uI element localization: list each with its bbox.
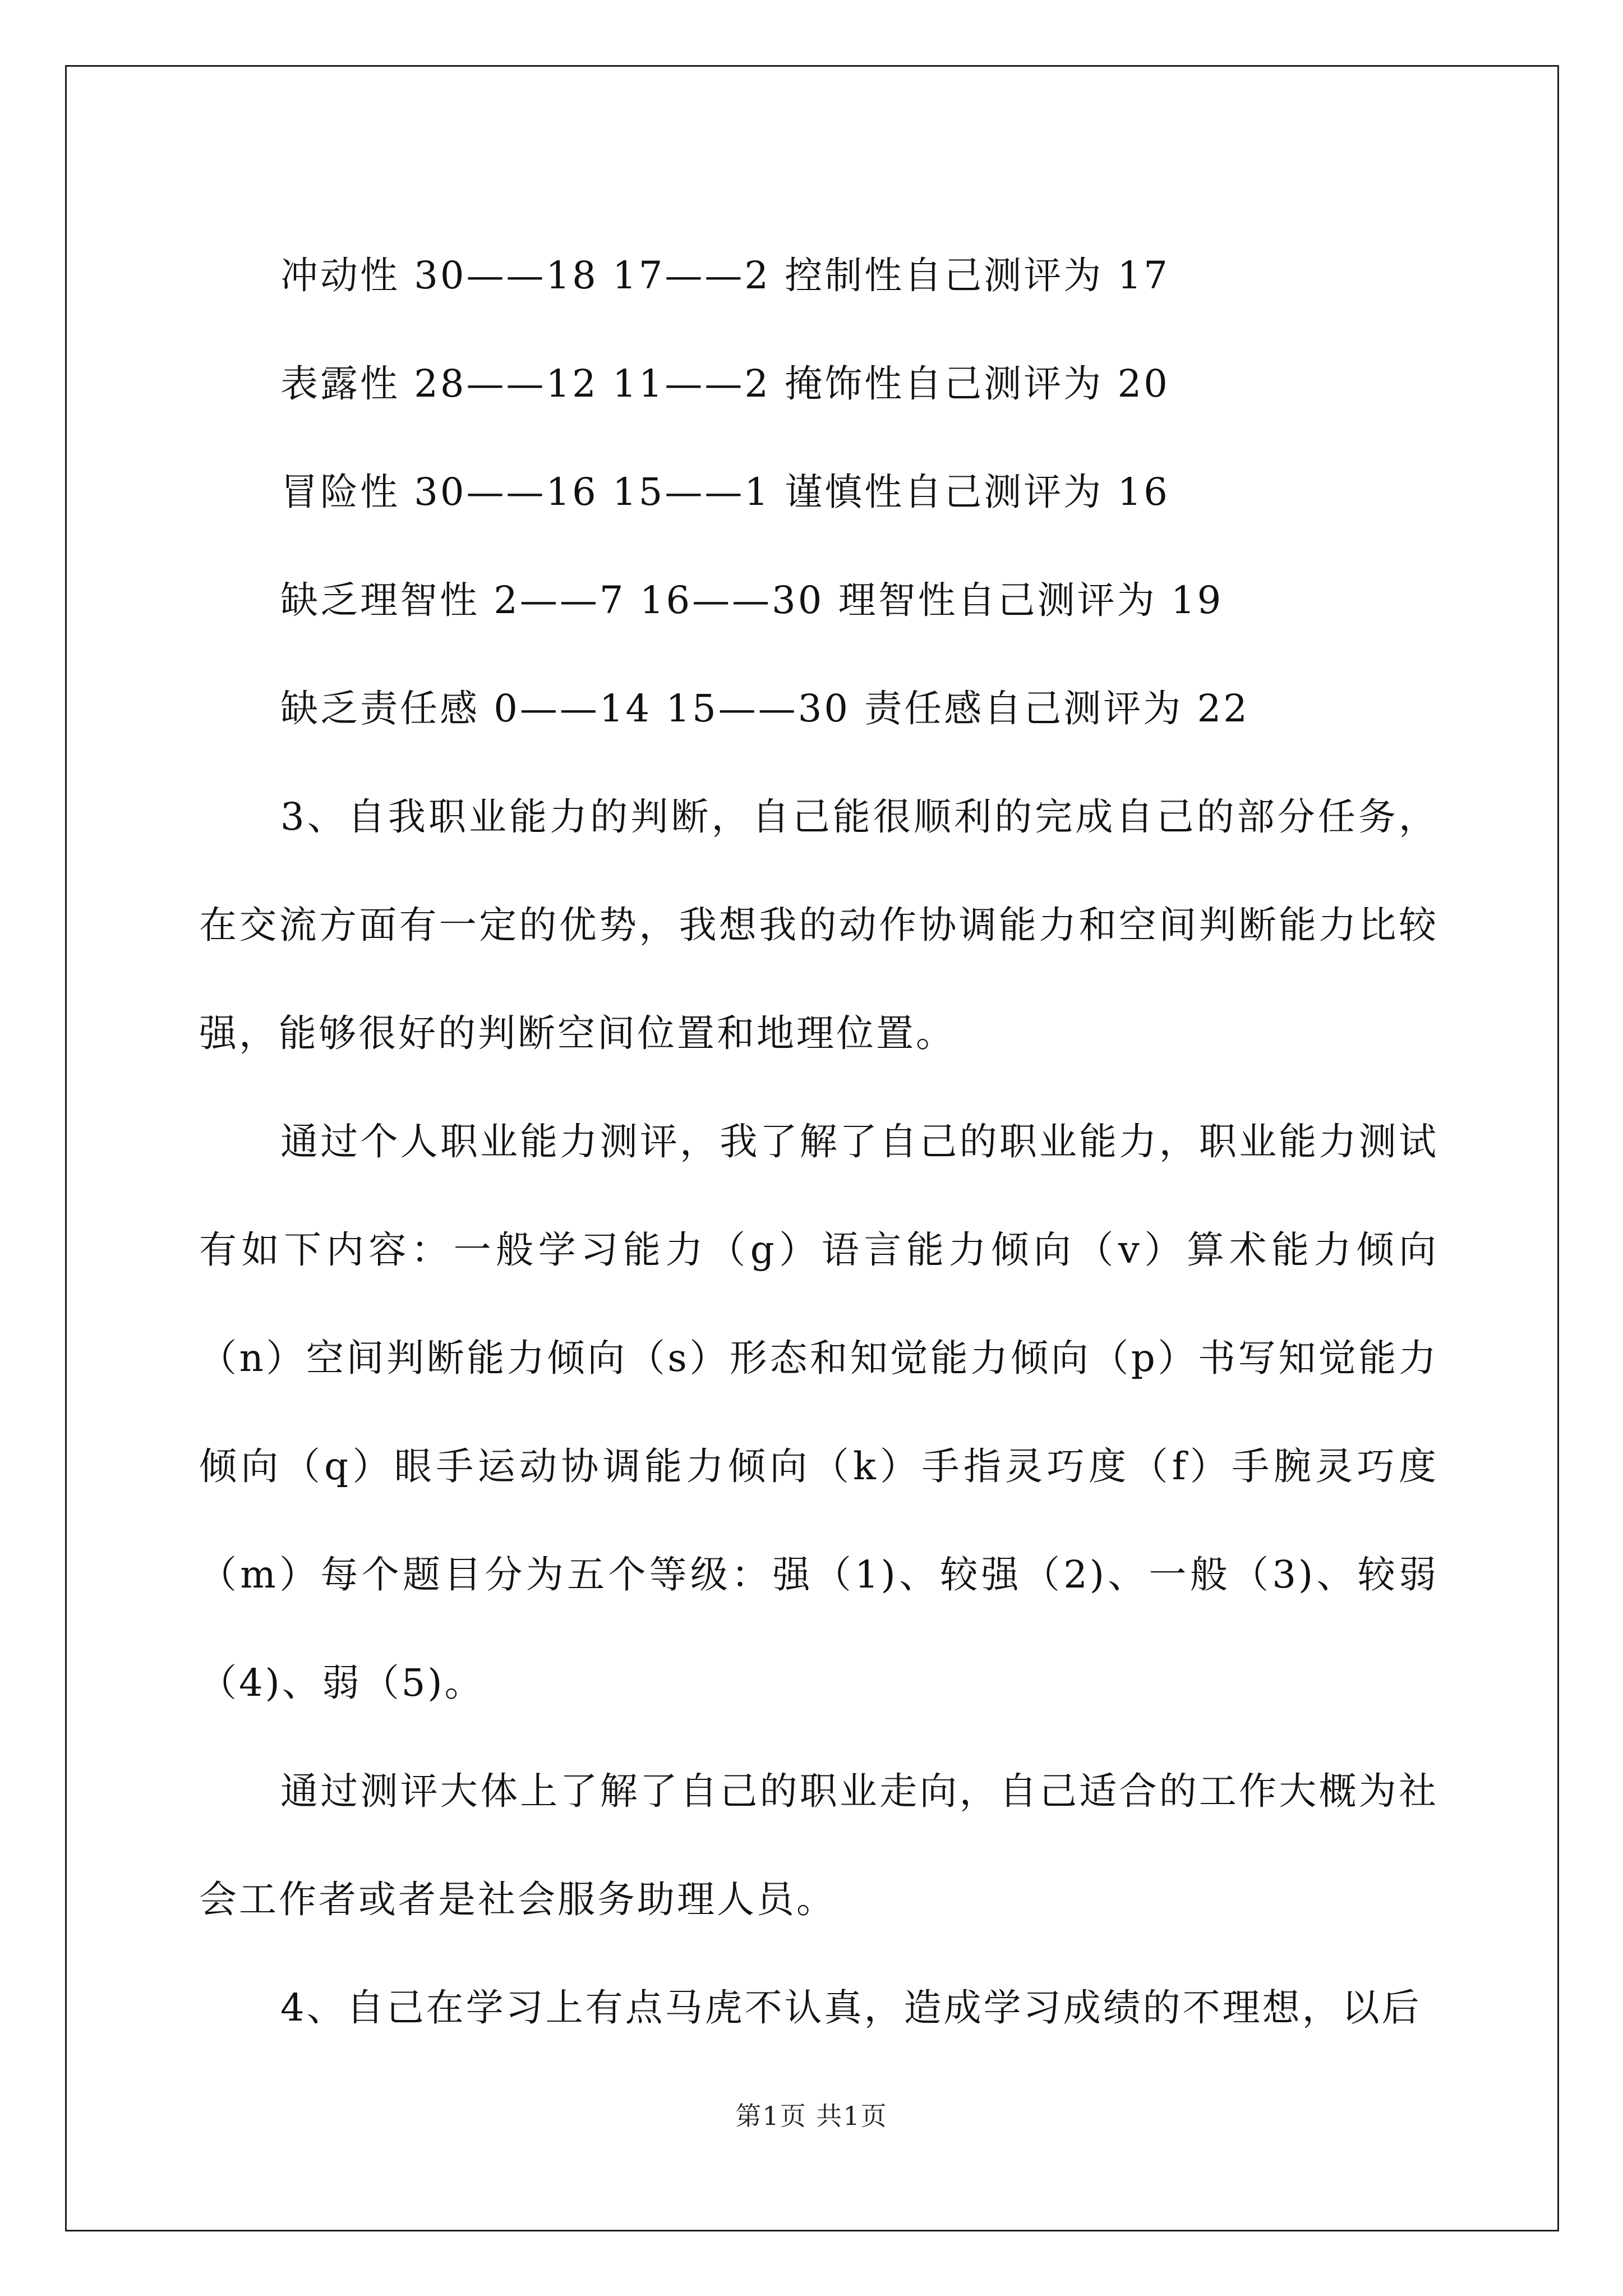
score-line-risk-taking: 冒险性 30——16 15——1 谨慎性自己测评为 16 <box>280 470 1170 514</box>
paragraph-ability-test: 通过个人职业能力测评，我了解了自己的职业能力，职业能力测试有如下内容：一般学习能力（g）语言能力倾向（v）算术能力倾向（n）空间判断能力倾向（s）形态和知觉能力倾向（p）书写知觉能力倾向（q）眼手运动协调能力倾向（k）手指灵巧度（f）手腕灵巧度（m）每个题目分为五个等级：强（1)、较强（2)、一般（3)、较弱（4)、弱（5)。 <box>199 1120 1438 1705</box>
paragraph-career-direction: 通过测评大体上了解了自己的职业走向，自己适合的工作大概为社会工作者或者是社会服务助理人员。 <box>199 1769 1438 1921</box>
score-line-responsibility: 缺乏责任感 0——14 15——30 责任感自己测评为 22 <box>280 687 1249 730</box>
score-line-impulsivity: 冲动性 30——18 17——2 控制性自己测评为 17 <box>280 254 1170 297</box>
page-footer: 第1页 共1页 <box>735 2101 888 2131</box>
score-line-expressiveness: 表露性 28——12 11——2 掩饰性自己测评为 20 <box>280 362 1170 406</box>
score-line-rationality: 缺乏理智性 2——7 16——30 理智性自己测评为 19 <box>280 578 1224 622</box>
document-body <box>199 222 1438 2062</box>
paragraph-ability-judgment: 3、自我职业能力的判断，自己能很顺利的完成自己的部分任务，在交流方面有一定的优势，我想我的动作协调能力和空间判断能力比较强，能够很好的判断空间位置和地理位置。 <box>199 795 1438 1055</box>
paragraph-study-habits: 4、自己在学习上有点马虎不认真，造成学习成绩的不理想，以后 <box>280 1986 1422 2030</box>
